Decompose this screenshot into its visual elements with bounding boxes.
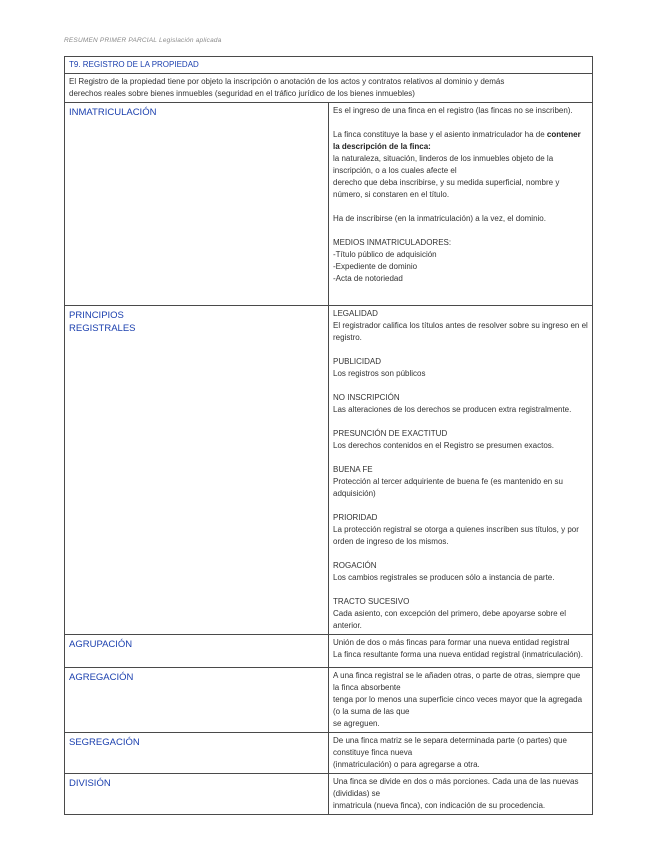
title-row — [65, 57, 593, 74]
agregacion-line: A una finca registral se le añaden otras, o parte de otras, siempre que la finca absorbente — [333, 671, 581, 692]
inmat-p2-text: La finca constituye la base y el asiento inmatriculador ha de — [333, 130, 547, 139]
segregacion-line: De una finca matriz se le separa determinada parte (o partes) que constituye finca nueva — [333, 736, 567, 757]
principle-title: PUBLICIDAD — [333, 357, 382, 366]
row-principios — [65, 306, 593, 635]
principle-title: PRESUNCIÓN DE EXACTITUD — [333, 429, 448, 438]
principle-text: Los derechos contenidos en el Registro se presumen exactos. — [333, 441, 555, 450]
principle-title: LEGALIDAD — [333, 309, 378, 318]
intro-line: El Registro de la propiedad tiene por objeto la inscripción o anotación de los actos y contratos relativos al dominio y demás — [69, 77, 505, 86]
content-principios — [329, 306, 593, 635]
content-division — [329, 774, 593, 815]
inmat-p3: Ha de inscribirse (en la inmatriculación) a la vez, el dominio. — [333, 214, 546, 223]
medio-item: -Título público de adquisición — [333, 250, 437, 259]
medios-title: MEDIOS INMATRICULADORES: — [333, 238, 452, 247]
label-principios-line: REGISTRALES — [69, 323, 136, 334]
inmat-p1: Es el ingreso de una finca en el registro (las fincas no se inscriben). — [333, 106, 573, 115]
principle-title: ROGACIÓN — [333, 561, 377, 570]
agregacion-line: tenga por lo menos una superficie cinco veces mayor que la agregada (o la suma de las que — [333, 695, 583, 716]
label-agregacion: AGREGACIÓN — [65, 668, 329, 733]
content-inmatriculacion — [329, 103, 593, 306]
agregacion-line: se agreguen. — [333, 719, 380, 728]
content-segregacion — [329, 733, 593, 774]
content-agregacion — [329, 668, 593, 733]
principle-text: Los cambios registrales se producen sólo a instancia de parte. — [333, 573, 555, 582]
inmat-p2-line: derecho que deba inscribirse, y su medida superficial, nombre y número, si constaren en el título. — [333, 178, 560, 199]
principle-title: NO INSCRIPCIÓN — [333, 393, 400, 402]
principle-text: Cada asiento, con excepción del primero, debe apoyarse sobre el anterior. — [333, 609, 567, 630]
medio-item: -Acta de notoriedad — [333, 274, 403, 283]
inmat-p2-line: la naturaleza, situación, linderos de los inmuebles objeto de la inscripción, o a los cuales afecte el — [333, 154, 554, 175]
inmat-p2 — [333, 129, 588, 153]
label-inmatriculacion: INMATRICULACIÓN — [65, 103, 329, 306]
intro-text — [65, 74, 593, 103]
division-line: Una finca se divide en dos o más porciones. Cada una de las nuevas (divididas) se — [333, 777, 579, 798]
segregacion-line: (inmatriculación) o para agregarse a otra. — [333, 760, 480, 769]
principle-text: Protección al tercer adquiriente de buena fe (es mantenido en su adquisición) — [333, 477, 563, 498]
principle-text: Los registros son públicos — [333, 369, 426, 378]
intro-line: derechos reales sobre bienes inmuebles (seguridad en el tráfico jurídico de los bienes inmuebles) — [69, 89, 415, 98]
principle-text: Las alteraciones de los derechos se producen extra registralmente. — [333, 405, 572, 414]
inmat-p2-bold: contener la descripción de la finca: — [333, 130, 581, 151]
medio-item: -Expediente de dominio — [333, 262, 418, 271]
row-agrupacion — [65, 635, 593, 668]
principle-title: PRIORIDAD — [333, 513, 378, 522]
label-division: DIVISIÓN — [65, 774, 329, 815]
row-agregacion — [65, 668, 593, 733]
division-line: inmatricula (nueva finca), con indicación de su procedencia. — [333, 801, 546, 810]
page-header: RESUMEN PRIMER PARCIAL Legislación aplicada — [64, 37, 222, 44]
principle-title: TRACTO SUCESIVO — [333, 597, 410, 606]
label-principios-line: PRINCIPIOS — [69, 310, 124, 321]
section-title: T9. REGISTRO DE LA PROPIEDAD — [65, 57, 593, 74]
label-segregacion: SEGREGACIÓN — [65, 733, 329, 774]
principle-text: El registrador califica los títulos antes de resolver sobre su ingreso en el registro. — [333, 321, 588, 342]
agrupacion-line: Unión de dos o más fincas para formar una nueva entidad registral — [333, 638, 570, 647]
row-division — [65, 774, 593, 815]
summary-table — [64, 56, 593, 815]
principle-text: La protección registral se otorga a quienes inscriben sus títulos, y por orden de ingreso de los mismos. — [333, 525, 579, 546]
row-inmatriculacion — [65, 103, 593, 306]
content-agrupacion — [329, 635, 593, 668]
label-principios — [65, 306, 329, 635]
principle-title: BUENA FE — [333, 465, 373, 474]
row-segregacion — [65, 733, 593, 774]
label-agrupacion: AGRUPACIÓN — [65, 635, 329, 668]
intro-row — [65, 74, 593, 103]
agrupacion-line: La finca resultante forma una nueva entidad registral (inmatriculación). — [333, 650, 583, 659]
